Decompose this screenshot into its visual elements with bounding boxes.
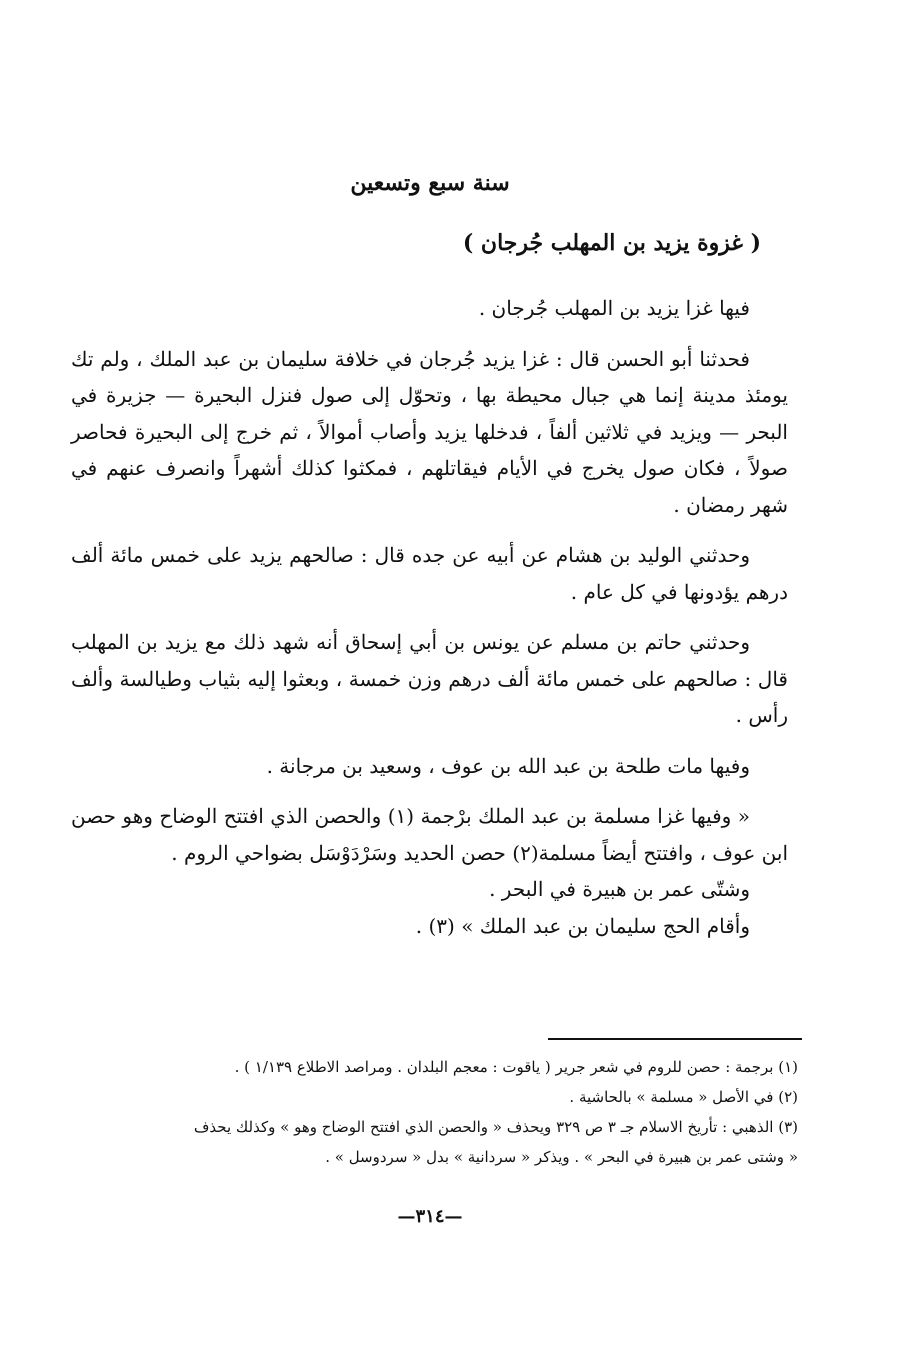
year-heading: سنة سبع وتسعين <box>350 170 510 196</box>
footnote-3: (٣) الذهبي : تأريخ الاسلام جـ ٣ ص ٣٢٩ ويحذف « والحصن الذي افتتح الوضاح وهو » وكذلك يحذف <box>193 1118 798 1136</box>
main-text <box>71 290 788 944</box>
footnote-3-continued: « وشتى عمر بن هبيرة في البحر » . ويذكر « سردانية » بدل « سردوسل » . <box>325 1148 798 1166</box>
paragraph-4: وحدثني حاتم بن مسلم عن يونس بن أبي إسحاق أنه شهد ذلك مع يزيد بن المهلب قال : صالحهم على خمس مائة ألف درهم وزن خمسة ، وبعثوا إليه بثياب وطيالسة وألف رأس . <box>71 630 788 727</box>
section-heading: ( غزوة يزيد بن المهلب جُرجان ) <box>462 230 761 256</box>
footnotes <box>71 1052 798 1172</box>
paragraph-2: فحدثنا أبو الحسن قال : غزا يزيد جُرجان في خلافة سليمان بن عبد الملك ، ولم تك يومئذ مدينة إنما هي جبال محيطة بها ، وتحوّل إلى صول فنزل البحيرة — جزيرة في البحر — ويزيد في ثلاثين ألفاً ، فدخلها يزيد وأصاب أموالاً ، ثم خرج إلى البحيرة فحاصر صولاً ، فكان صول يخرج في الأيام فيقاتلهم ، فمكثوا كذلك أشهراً وانصرف عنهم في شهر رمضان . <box>71 346 788 517</box>
page-number: —٣١٤— <box>397 1206 463 1227</box>
paragraph-5: وفيها مات طلحة بن عبد الله بن عوف ، وسعيد بن مرجانة . <box>266 753 750 778</box>
paragraph-1: فيها غزا يزيد بن المهلب جُرجان . <box>478 296 750 320</box>
paragraph-7: وشتّى عمر بن هبيرة في البحر . <box>489 877 750 901</box>
paragraph-6: « وفيها غزا مسلمة بن عبد الملك برْجمة (١) والحصن الذي افتتح الوضاح وهو حصن ابن عوف ، وافتتح أيضاً مسلمة(٢) حصن الحديد وسَرْدَوْسَل بضواحي الروم . <box>71 804 788 865</box>
paragraph-3: وحدثني الوليد بن هشام عن أبيه عن جده قال : صالحهم يزيد على خمس مائة ألف درهم يؤدونها في كل عام . <box>71 543 788 604</box>
footnote-2: (٢) في الأصل « مسلمة » بالحاشية . <box>569 1088 798 1106</box>
paragraph-8: وأقام الحج سليمان بن عبد الملك » (٣) . <box>415 913 750 938</box>
footnote-divider <box>548 1038 802 1040</box>
footnote-1: (١) برجمة : حصن للروم في شعر جرير ( ياقوت : معجم البلدان . ومراصد الاطلاع ١/١٣٩ ) . <box>234 1058 798 1076</box>
